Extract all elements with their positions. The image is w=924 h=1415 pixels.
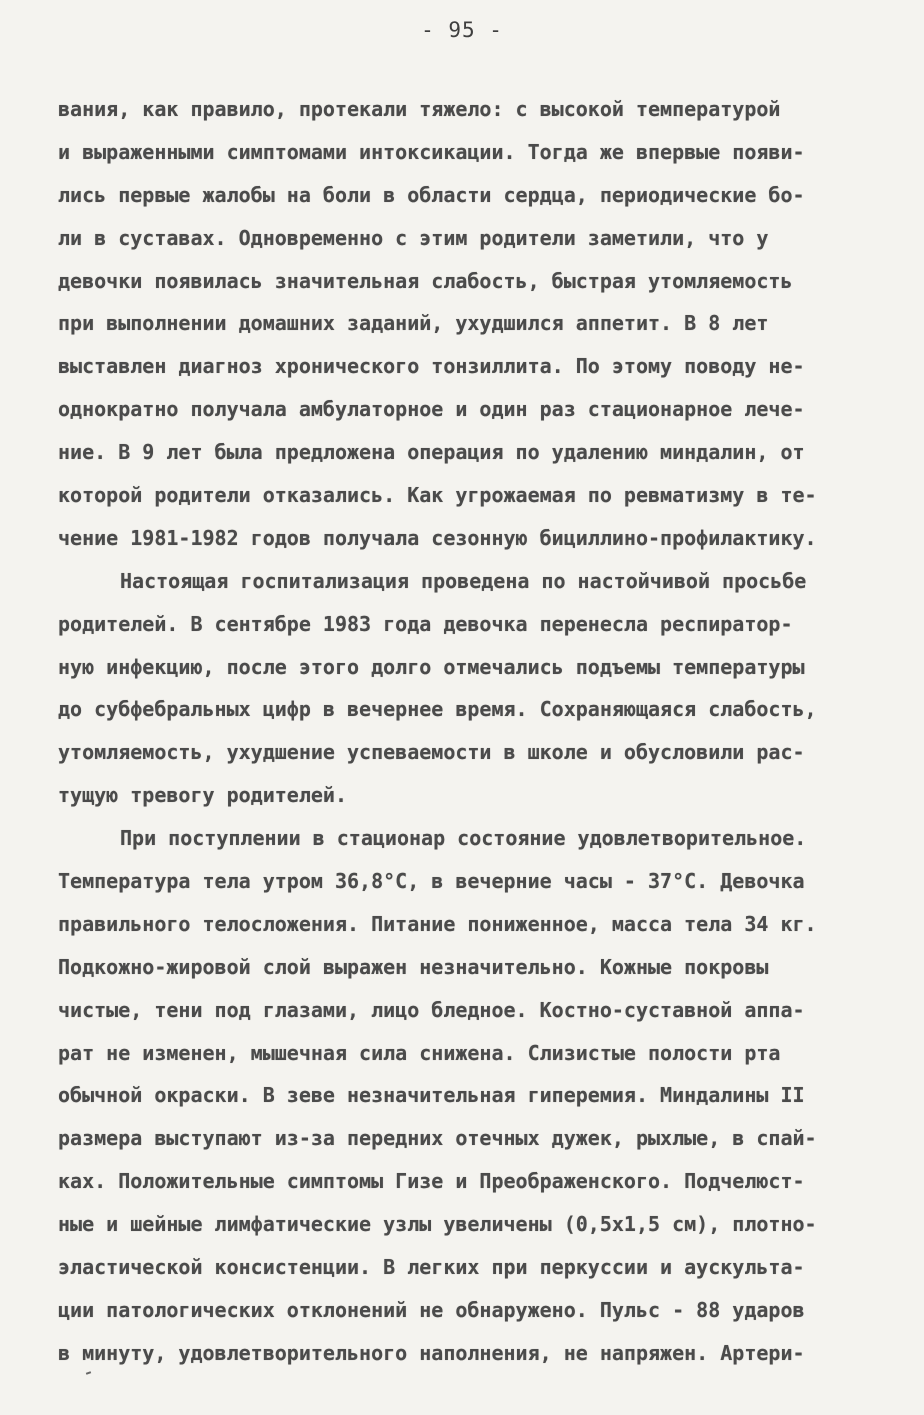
text-line: до субфебральных цифр в вечернее время. Сохраняющаяся слабость, xyxy=(58,697,817,722)
text-line: рат не изменен, мышечная сила снижена. Слизистые полости рта xyxy=(58,1040,781,1065)
page-number: - 95 - xyxy=(421,18,503,42)
text-line: обычной окраски. В зеве незначительная гиперемия. Миндалины II xyxy=(58,1083,805,1108)
text-line: девочки появилась значительная слабость, быстрая утомляемость xyxy=(58,268,793,293)
text-line: Температура тела утром 36,8°С, в вечерние часы - 37°С. Девочка xyxy=(58,869,805,894)
text-line: родителей. В сентябре 1983 года девочка перенесла респиратор- xyxy=(58,611,793,636)
text-line: правильного телосложения. Питание пониженное, масса тела 34 кг. xyxy=(58,911,817,936)
text-line: ках. Положительные симптомы Гизе и Преображенского. Подчелюст- xyxy=(58,1169,805,1194)
text-line: ли в суставах. Одновременно с этим родители заметили, что у xyxy=(58,225,769,250)
text-line: чистые, тени под глазами, лицо бледное. Костно-суставной аппа- xyxy=(58,997,805,1022)
text-line: и выраженными симптомами интоксикации. Тогда же впервые появи- xyxy=(58,139,805,164)
text-line: чение 1981-1982 годов получала сезонную бициллино-профилактику. xyxy=(58,525,817,550)
text-line: ции патологических отклонений не обнаружено. Пульс - 88 ударов xyxy=(58,1297,805,1322)
body-text xyxy=(58,88,866,1375)
text-line: размера выступают из-за передних отечных дужек, рыхлые, в спай- xyxy=(58,1126,817,1151)
text-line: ные и шейные лимфатические узлы увеличены (0,5х1,5 см), плотно- xyxy=(58,1212,817,1237)
text-line: вания, как правило, протекали тяжело: с высокой температурой xyxy=(58,97,781,121)
text-line: Подкожно-жировой слой выражен незначительно. Кожные покровы xyxy=(58,954,769,979)
text-line: лись первые жалобы на боли в области сердца, периодические бо- xyxy=(58,182,805,207)
text-line: выставлен диагноз хронического тонзиллита. По этому поводу не- xyxy=(58,354,805,379)
text-line: однократно получала амбулаторное и один раз стационарное лече- xyxy=(58,397,805,422)
text-line: тущую тревогу родителей. xyxy=(58,783,347,808)
text-line: эластической консистенции. В легких при перкуссии и аускульта- xyxy=(58,1255,805,1280)
text-line: ние. В 9 лет была предложена операция по удалению миндалин, от xyxy=(58,440,805,465)
text-line: ную инфекцию, после этого долго отмечались подъемы температуры xyxy=(58,654,805,679)
text-line: в минуту, удовлетворительного наполнения, не напряжен. Артери- xyxy=(58,1340,805,1365)
text-line: при выполнении домашних заданий, ухудшился аппетит. В 8 лет xyxy=(58,311,769,336)
text-line: утомляемость, ухудшение успеваемости в школе и обусловили рас- xyxy=(58,740,805,765)
text-line: которой родители отказались. Как угрожаемая по ревматизму в те- xyxy=(58,483,817,508)
text-line: Настоящая госпитализация проведена по настойчивой просьбе xyxy=(120,568,807,593)
text-line: При поступлении в стационар состояние удовлетворительное. xyxy=(120,826,807,851)
